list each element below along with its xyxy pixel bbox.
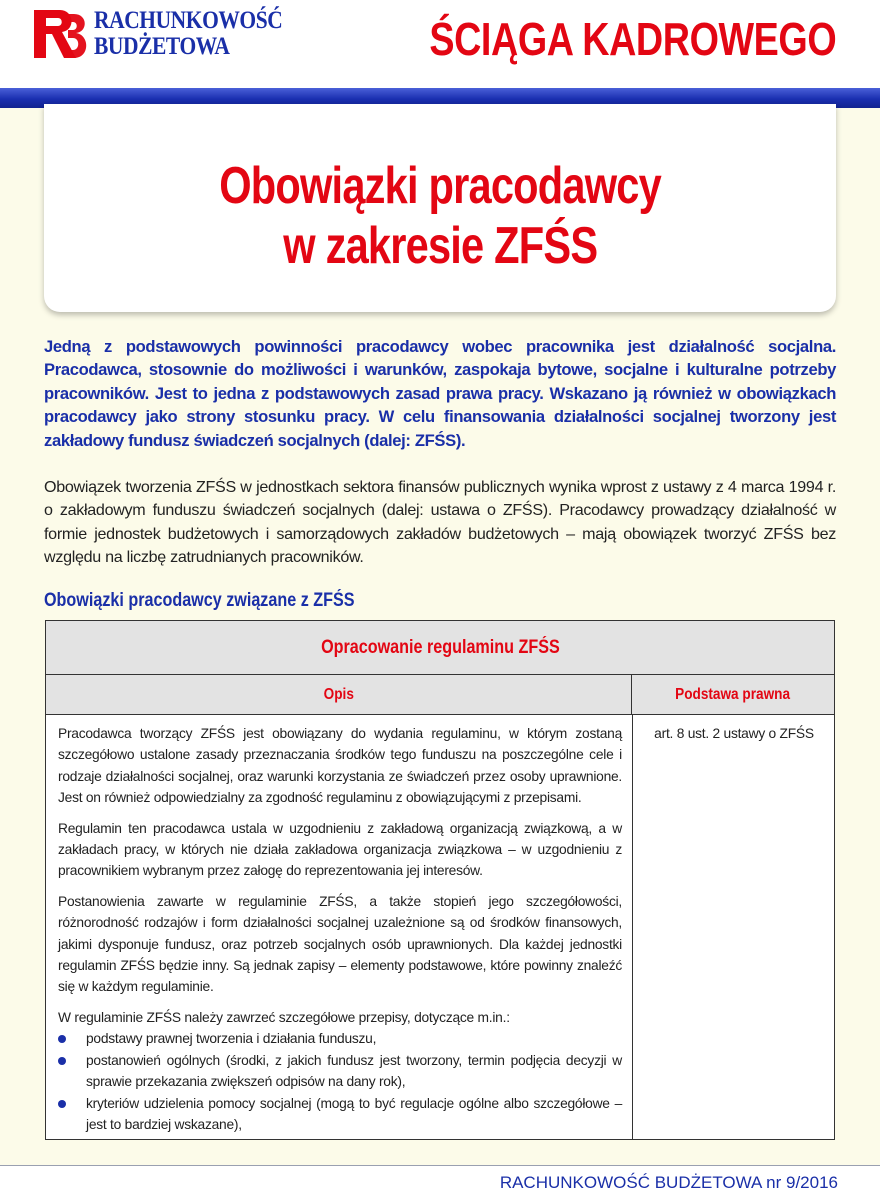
masthead <box>0 0 880 88</box>
column-header-podstawa-text: Podstawa prawna <box>675 686 791 703</box>
logo-line-2: BUDŻETOWA <box>94 33 230 60</box>
requirements-list <box>58 1028 622 1135</box>
footer-divider <box>0 1165 880 1166</box>
podstawa-cell: art. 8 ust. 2 ustawy o ZFŚS <box>654 726 814 741</box>
title-card <box>44 104 836 312</box>
bullet-icon <box>58 1035 66 1043</box>
article-title <box>44 156 836 276</box>
opis-paragraph: Postanowienia zawarte w regulaminie ZFŚS, a także stopień jego szczegółowości, różnorodność rodzajów i form działalności socjalnej uzależnione są od środków finansowych, jakimi dysponuje fundusz, oraz potrzeb socjalnych osób uprawnionych. Dla każdej jednostki regulamin ZFŚS będzie inny. Są jednak zapisy – elementy podstawowe, które powinny znaleźć się w każdym regulaminie. <box>58 893 622 995</box>
opis-paragraph: Pracodawca tworzący ZFŚS jest obowiązany do wydania regulaminu, w którym zostaną szczegółowo ustalone zasady przeznaczania środków tego funduszu na poszczególne cele i rodzaje działalności socjalnej, oraz warunki korzystania ze świadczeń przez osoby uprawnione. Jest on również odpowiedzialny za zgodność regulaminu z obowiązującymi z przepisami. <box>58 726 622 806</box>
publisher-logo <box>30 6 283 62</box>
list-item-text: podstawy prawnej tworzenia i działania funduszu, <box>86 1031 377 1047</box>
title-line-1: Obowiązki pracodawcy <box>219 157 661 215</box>
body-paragraph: Obowiązek tworzenia ZFŚS w jednostkach sektora finansów publicznych wynika wprost z ustawy z 4 marca 1994 r. o zakładowym funduszu świadczeń socjalnych (dalej: ustawa o ZFŚS). Pracodawcy prowadzący działalność w formie jednostek budżetowych i samorządowych zakładów budżetowych – mają obowiązek tworzyć ZFŚS bez względu na liczbę zatrudnianych pracowników. <box>44 478 836 567</box>
logo-mark-icon <box>30 6 92 62</box>
title-line-2: w zakresie ZFŚS <box>282 217 598 275</box>
intro-paragraph: Jedną z podstawowych powinności pracodawcy wobec pracownika jest działalność socjalna. Pracodawca, stosownie do możliwości i warunków, zaspokaja bytowe, socjalne i kulturalne potrzeby pracowników. Jest to jedna z podstawowych zasad prawa pracy. Wskazano ją również w obowiązkach pracodawcy jako strony stosunku pracy. W celu finansowania działalności socjalnej tworzony jest zakładowy fundusz świadczeń socjalnych (dalej: ZFŚS). <box>44 337 836 450</box>
list-item <box>58 1050 622 1093</box>
bullet-icon <box>58 1057 66 1065</box>
list-item-text: kryteriów udzielenia pomocy socjalnej (mogą to być regulacje ogólne albo szczegółowe – jest to bardziej wskazane), <box>86 1095 622 1132</box>
opis-paragraph: Regulamin ten pracodawca ustala w uzgodnieniu z zakładową organizacją związkową, a w zakładach pracy, w których nie działa zakładowa organizacja związkowa – w uzgodnieniu z pracownikiem wybranym przez załogę do reprezentowania jej interesów. <box>58 820 622 879</box>
bullet-icon <box>58 1100 66 1108</box>
list-item <box>58 1093 622 1136</box>
footer-issue: RACHUNKOWOŚĆ BUDŻETOWA nr 9/2016 <box>499 1173 838 1192</box>
table-title-text: Opracowanie regulaminu ZFŚS <box>320 637 560 658</box>
opis-paragraph: W regulaminie ZFŚS należy zawrzeć szczegółowe przepisy, dotyczące m.in.: <box>58 1009 510 1025</box>
section-heading: Obowiązki pracodawcy związane z ZFŚS <box>44 590 355 611</box>
column-header-podstawa <box>632 675 834 715</box>
table-title <box>46 621 834 675</box>
column-header-opis <box>46 675 632 715</box>
column-divider <box>632 715 633 1139</box>
list-item-text: postanowień ogólnych (środki, z jakich fundusz jest tworzony, termin podjęcia decyzji w sprawie przekazania zwiększeń odpisów na dany rok), <box>86 1052 622 1090</box>
list-item <box>58 1028 622 1049</box>
column-header-opis-text: Opis <box>323 686 354 703</box>
logo-line-1: RACHUNKOWOŚĆ <box>94 7 283 34</box>
opis-cell <box>58 723 622 1135</box>
logo-wordmark <box>94 8 282 60</box>
duties-table <box>45 620 835 1140</box>
series-title: ŚCIĄGA KADROWEGO <box>429 13 836 65</box>
